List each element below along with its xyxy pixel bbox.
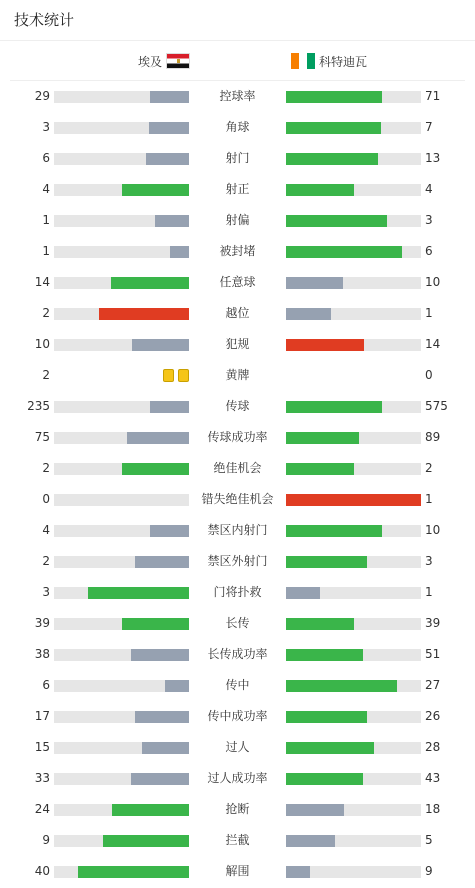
stat-row	[0, 391, 475, 422]
away-stat-value: 26	[425, 709, 441, 723]
away-stat-bar	[286, 680, 421, 692]
stats-list	[0, 81, 475, 887]
home-stat-bar-fill	[103, 835, 189, 847]
away-stat-bar-fill	[286, 463, 354, 475]
away-stat-bar	[286, 215, 421, 227]
home-stat-bar	[54, 618, 189, 630]
home-stat-bar	[54, 277, 189, 289]
home-stat-value: 2	[42, 306, 50, 320]
away-stat-bar-fill	[286, 277, 343, 289]
away-stat-bar	[286, 556, 421, 568]
home-stat-bar-fill	[150, 401, 189, 413]
stat-row	[0, 143, 475, 174]
home-stat-bar	[54, 556, 189, 568]
away-stat-value: 28	[425, 740, 441, 754]
home-stat-bar-fill	[135, 556, 189, 568]
away-stat-value: 10	[425, 275, 441, 289]
home-stat-bar-fill	[135, 711, 189, 723]
stat-label: 过人成功率	[207, 771, 268, 785]
away-stat-bar-fill	[286, 494, 421, 506]
away-stat-bar-fill	[286, 835, 335, 847]
away-stat-bar-fill	[286, 866, 310, 878]
home-stat-bar	[54, 122, 189, 134]
stat-label: 被封堵	[219, 244, 256, 258]
home-stat-bar	[54, 804, 189, 816]
away-team	[291, 52, 367, 70]
stat-row	[0, 701, 475, 732]
stat-label: 错失绝佳机会	[201, 492, 274, 506]
away-stat-bar	[286, 587, 421, 599]
away-stat-value: 9	[425, 864, 433, 878]
stat-row	[0, 639, 475, 670]
home-stat-bar	[54, 215, 189, 227]
home-stat-bar	[54, 835, 189, 847]
home-stat-bar	[54, 463, 189, 475]
away-stat-bar-fill	[286, 339, 364, 351]
home-stat-value: 24	[34, 802, 50, 816]
home-stat-bar-fill	[122, 618, 190, 630]
stat-label: 长传成功率	[207, 647, 268, 661]
stat-row	[0, 670, 475, 701]
away-stat-value: 13	[425, 151, 441, 165]
away-stat-bar-fill	[286, 618, 354, 630]
home-stat-bar	[54, 401, 189, 413]
home-stat-bar-fill	[142, 742, 189, 754]
away-stat-value: 10	[425, 523, 441, 537]
home-stat-value: 3	[42, 585, 50, 599]
away-stat-bar	[286, 432, 421, 444]
home-team	[138, 52, 190, 70]
home-stat-bar	[54, 246, 189, 258]
home-stat-bar	[54, 866, 189, 878]
away-stat-bar-fill	[286, 432, 359, 444]
stat-row	[0, 174, 475, 205]
away-stat-bar	[286, 866, 421, 878]
stat-row	[0, 515, 475, 546]
stat-label: 射正	[225, 182, 250, 196]
home-stat-value: 10	[34, 337, 50, 351]
home-stat-value: 38	[34, 647, 50, 661]
home-stat-bar-fill	[78, 866, 189, 878]
home-stat-bar-fill	[99, 308, 189, 320]
away-stat-value: 4	[425, 182, 433, 196]
yellow-card-icon	[163, 369, 174, 382]
away-stat-value: 43	[425, 771, 441, 785]
home-stat-value: 33	[34, 771, 50, 785]
away-stat-bar	[286, 773, 421, 785]
home-stat-bar-fill	[122, 463, 190, 475]
stat-label: 射门	[225, 151, 250, 165]
home-stat-value: 39	[34, 616, 50, 630]
home-stat-bar	[54, 339, 189, 351]
away-stat-bar-fill	[286, 556, 367, 568]
away-stat-bar-fill	[286, 742, 374, 754]
away-stat-bar	[286, 401, 421, 413]
away-stat-bar-fill	[286, 184, 354, 196]
home-stat-bar	[54, 91, 189, 103]
stat-label: 绝佳机会	[213, 461, 262, 475]
away-stat-bar-fill	[286, 308, 331, 320]
header-divider	[0, 40, 475, 41]
stat-label: 长传	[225, 616, 250, 630]
away-stat-bar-fill	[286, 91, 382, 103]
stat-label: 射偏	[225, 213, 250, 227]
home-stat-bar-fill	[170, 246, 189, 258]
home-stat-bar	[54, 308, 189, 320]
away-stat-bar	[286, 246, 421, 258]
home-stat-bar-fill	[146, 153, 189, 165]
away-stat-bar	[286, 91, 421, 103]
away-stat-value: 3	[425, 554, 433, 568]
stat-label: 抢断	[225, 802, 250, 816]
away-stat-bar	[286, 649, 421, 661]
home-stat-bar-fill	[149, 122, 190, 134]
stat-label: 越位	[225, 306, 250, 320]
home-stat-bar-fill	[122, 184, 190, 196]
home-stat-value: 1	[42, 213, 50, 227]
home-stat-value: 6	[42, 151, 50, 165]
home-stat-value: 1	[42, 244, 50, 258]
home-stat-bar	[54, 649, 189, 661]
home-stat-value: 4	[42, 182, 50, 196]
yellow-card-icon	[178, 369, 189, 382]
home-stat-bar	[54, 742, 189, 754]
away-stat-bar	[286, 463, 421, 475]
stat-label: 禁区内射门	[207, 523, 268, 537]
away-stat-bar	[286, 122, 421, 134]
stat-row	[0, 112, 475, 143]
away-stat-bar	[286, 339, 421, 351]
away-stat-value: 14	[425, 337, 441, 351]
home-yellow-cards	[163, 369, 189, 382]
away-stat-bar-fill	[286, 401, 382, 413]
stat-row	[0, 236, 475, 267]
home-stat-value: 2	[42, 368, 50, 382]
away-stat-value: 6	[425, 244, 433, 258]
home-stat-bar	[54, 680, 189, 692]
home-stat-bar	[54, 773, 189, 785]
home-stat-bar	[54, 153, 189, 165]
home-stat-bar-fill	[155, 215, 189, 227]
egypt-flag-icon	[166, 53, 190, 69]
home-stat-bar	[54, 525, 189, 537]
stat-row	[0, 360, 475, 391]
away-stat-value: 5	[425, 833, 433, 847]
home-stat-bar	[54, 494, 189, 506]
away-stat-value: 0	[425, 368, 433, 382]
stat-row	[0, 422, 475, 453]
stat-row	[0, 205, 475, 236]
home-stat-bar-fill	[127, 432, 189, 444]
stat-row	[0, 267, 475, 298]
away-stat-bar-fill	[286, 587, 320, 599]
home-stat-value: 29	[34, 89, 50, 103]
stat-label: 解围	[225, 864, 250, 878]
home-stat-value: 6	[42, 678, 50, 692]
ivory-coast-flag-icon	[291, 53, 315, 69]
stat-row	[0, 763, 475, 794]
stat-label: 犯规	[225, 337, 250, 351]
away-stat-value: 3	[425, 213, 433, 227]
away-stat-value: 575	[425, 399, 448, 413]
home-stat-bar-fill	[112, 804, 189, 816]
home-stat-bar-fill	[131, 773, 189, 785]
home-stat-value: 235	[27, 399, 50, 413]
away-stat-bar-fill	[286, 153, 378, 165]
home-stat-value: 40	[34, 864, 50, 878]
home-stat-bar-fill	[111, 277, 189, 289]
page-title: 技术统计	[14, 11, 75, 29]
away-stat-bar-fill	[286, 649, 363, 661]
away-stat-value: 51	[425, 647, 441, 661]
stat-row	[0, 577, 475, 608]
home-stat-bar-fill	[150, 91, 189, 103]
away-stat-bar	[286, 308, 421, 320]
away-stat-bar	[286, 184, 421, 196]
stat-row	[0, 794, 475, 825]
home-stat-bar	[54, 587, 189, 599]
away-stat-bar	[286, 711, 421, 723]
away-stat-bar-fill	[286, 680, 397, 692]
away-stat-bar-fill	[286, 773, 363, 785]
away-team-name: 科特迪瓦	[319, 54, 368, 69]
away-stat-bar	[286, 525, 421, 537]
stat-row	[0, 484, 475, 515]
home-stat-value: 15	[34, 740, 50, 754]
home-stat-bar	[54, 184, 189, 196]
stat-label: 角球	[225, 120, 250, 134]
away-stat-bar	[286, 153, 421, 165]
away-stat-value: 89	[425, 430, 441, 444]
home-stat-bar	[54, 711, 189, 723]
stat-row	[0, 546, 475, 577]
home-stat-value: 2	[42, 554, 50, 568]
home-stat-value: 4	[42, 523, 50, 537]
stat-row	[0, 453, 475, 484]
stat-label: 黄牌	[225, 368, 250, 382]
stat-label: 控球率	[219, 89, 256, 103]
stat-label: 禁区外射门	[207, 554, 268, 568]
stat-label: 门将扑救	[213, 585, 262, 599]
away-stat-value: 27	[425, 678, 441, 692]
stat-label: 过人	[225, 740, 250, 754]
home-stat-bar	[54, 432, 189, 444]
stat-row	[0, 732, 475, 763]
home-stat-value: 75	[34, 430, 50, 444]
away-stat-bar-fill	[286, 246, 402, 258]
away-stat-bar	[286, 494, 421, 506]
away-stat-bar	[286, 804, 421, 816]
away-stat-value: 1	[425, 492, 433, 506]
away-stat-value: 18	[425, 802, 441, 816]
away-stat-bar-fill	[286, 122, 381, 134]
stat-label: 传球成功率	[207, 430, 268, 444]
stat-row	[0, 81, 475, 112]
stat-label: 任意球	[219, 275, 256, 289]
home-stat-bar-fill	[131, 649, 189, 661]
away-stat-bar	[286, 618, 421, 630]
away-stat-bar-fill	[286, 215, 387, 227]
home-stat-bar-fill	[132, 339, 189, 351]
away-stat-bar	[286, 277, 421, 289]
away-stat-value: 7	[425, 120, 433, 134]
away-stat-bar-fill	[286, 804, 344, 816]
home-stat-value: 17	[34, 709, 50, 723]
home-stat-value: 0	[42, 492, 50, 506]
stat-row	[0, 825, 475, 856]
stat-label: 传中	[225, 678, 250, 692]
home-team-name: 埃及	[138, 54, 163, 69]
away-stat-value: 1	[425, 585, 433, 599]
away-stat-bar-fill	[286, 525, 382, 537]
stat-label: 传球	[225, 399, 250, 413]
away-stat-bar	[286, 742, 421, 754]
home-stat-bar-fill	[165, 680, 189, 692]
home-stat-bar-fill	[150, 525, 189, 537]
stat-label: 拦截	[225, 833, 250, 847]
home-stat-bar-fill	[88, 587, 189, 599]
away-stat-value: 1	[425, 306, 433, 320]
stat-row	[0, 329, 475, 360]
away-stat-bar-fill	[286, 711, 367, 723]
home-stat-value: 3	[42, 120, 50, 134]
home-stat-value: 14	[34, 275, 50, 289]
stat-row	[0, 856, 475, 887]
away-stat-value: 2	[425, 461, 433, 475]
home-stat-value: 9	[42, 833, 50, 847]
away-stat-value: 71	[425, 89, 441, 103]
away-stat-value: 39	[425, 616, 441, 630]
stat-row	[0, 298, 475, 329]
home-stat-value: 2	[42, 461, 50, 475]
stat-row	[0, 608, 475, 639]
away-stat-bar	[286, 835, 421, 847]
stat-label: 传中成功率	[207, 709, 268, 723]
